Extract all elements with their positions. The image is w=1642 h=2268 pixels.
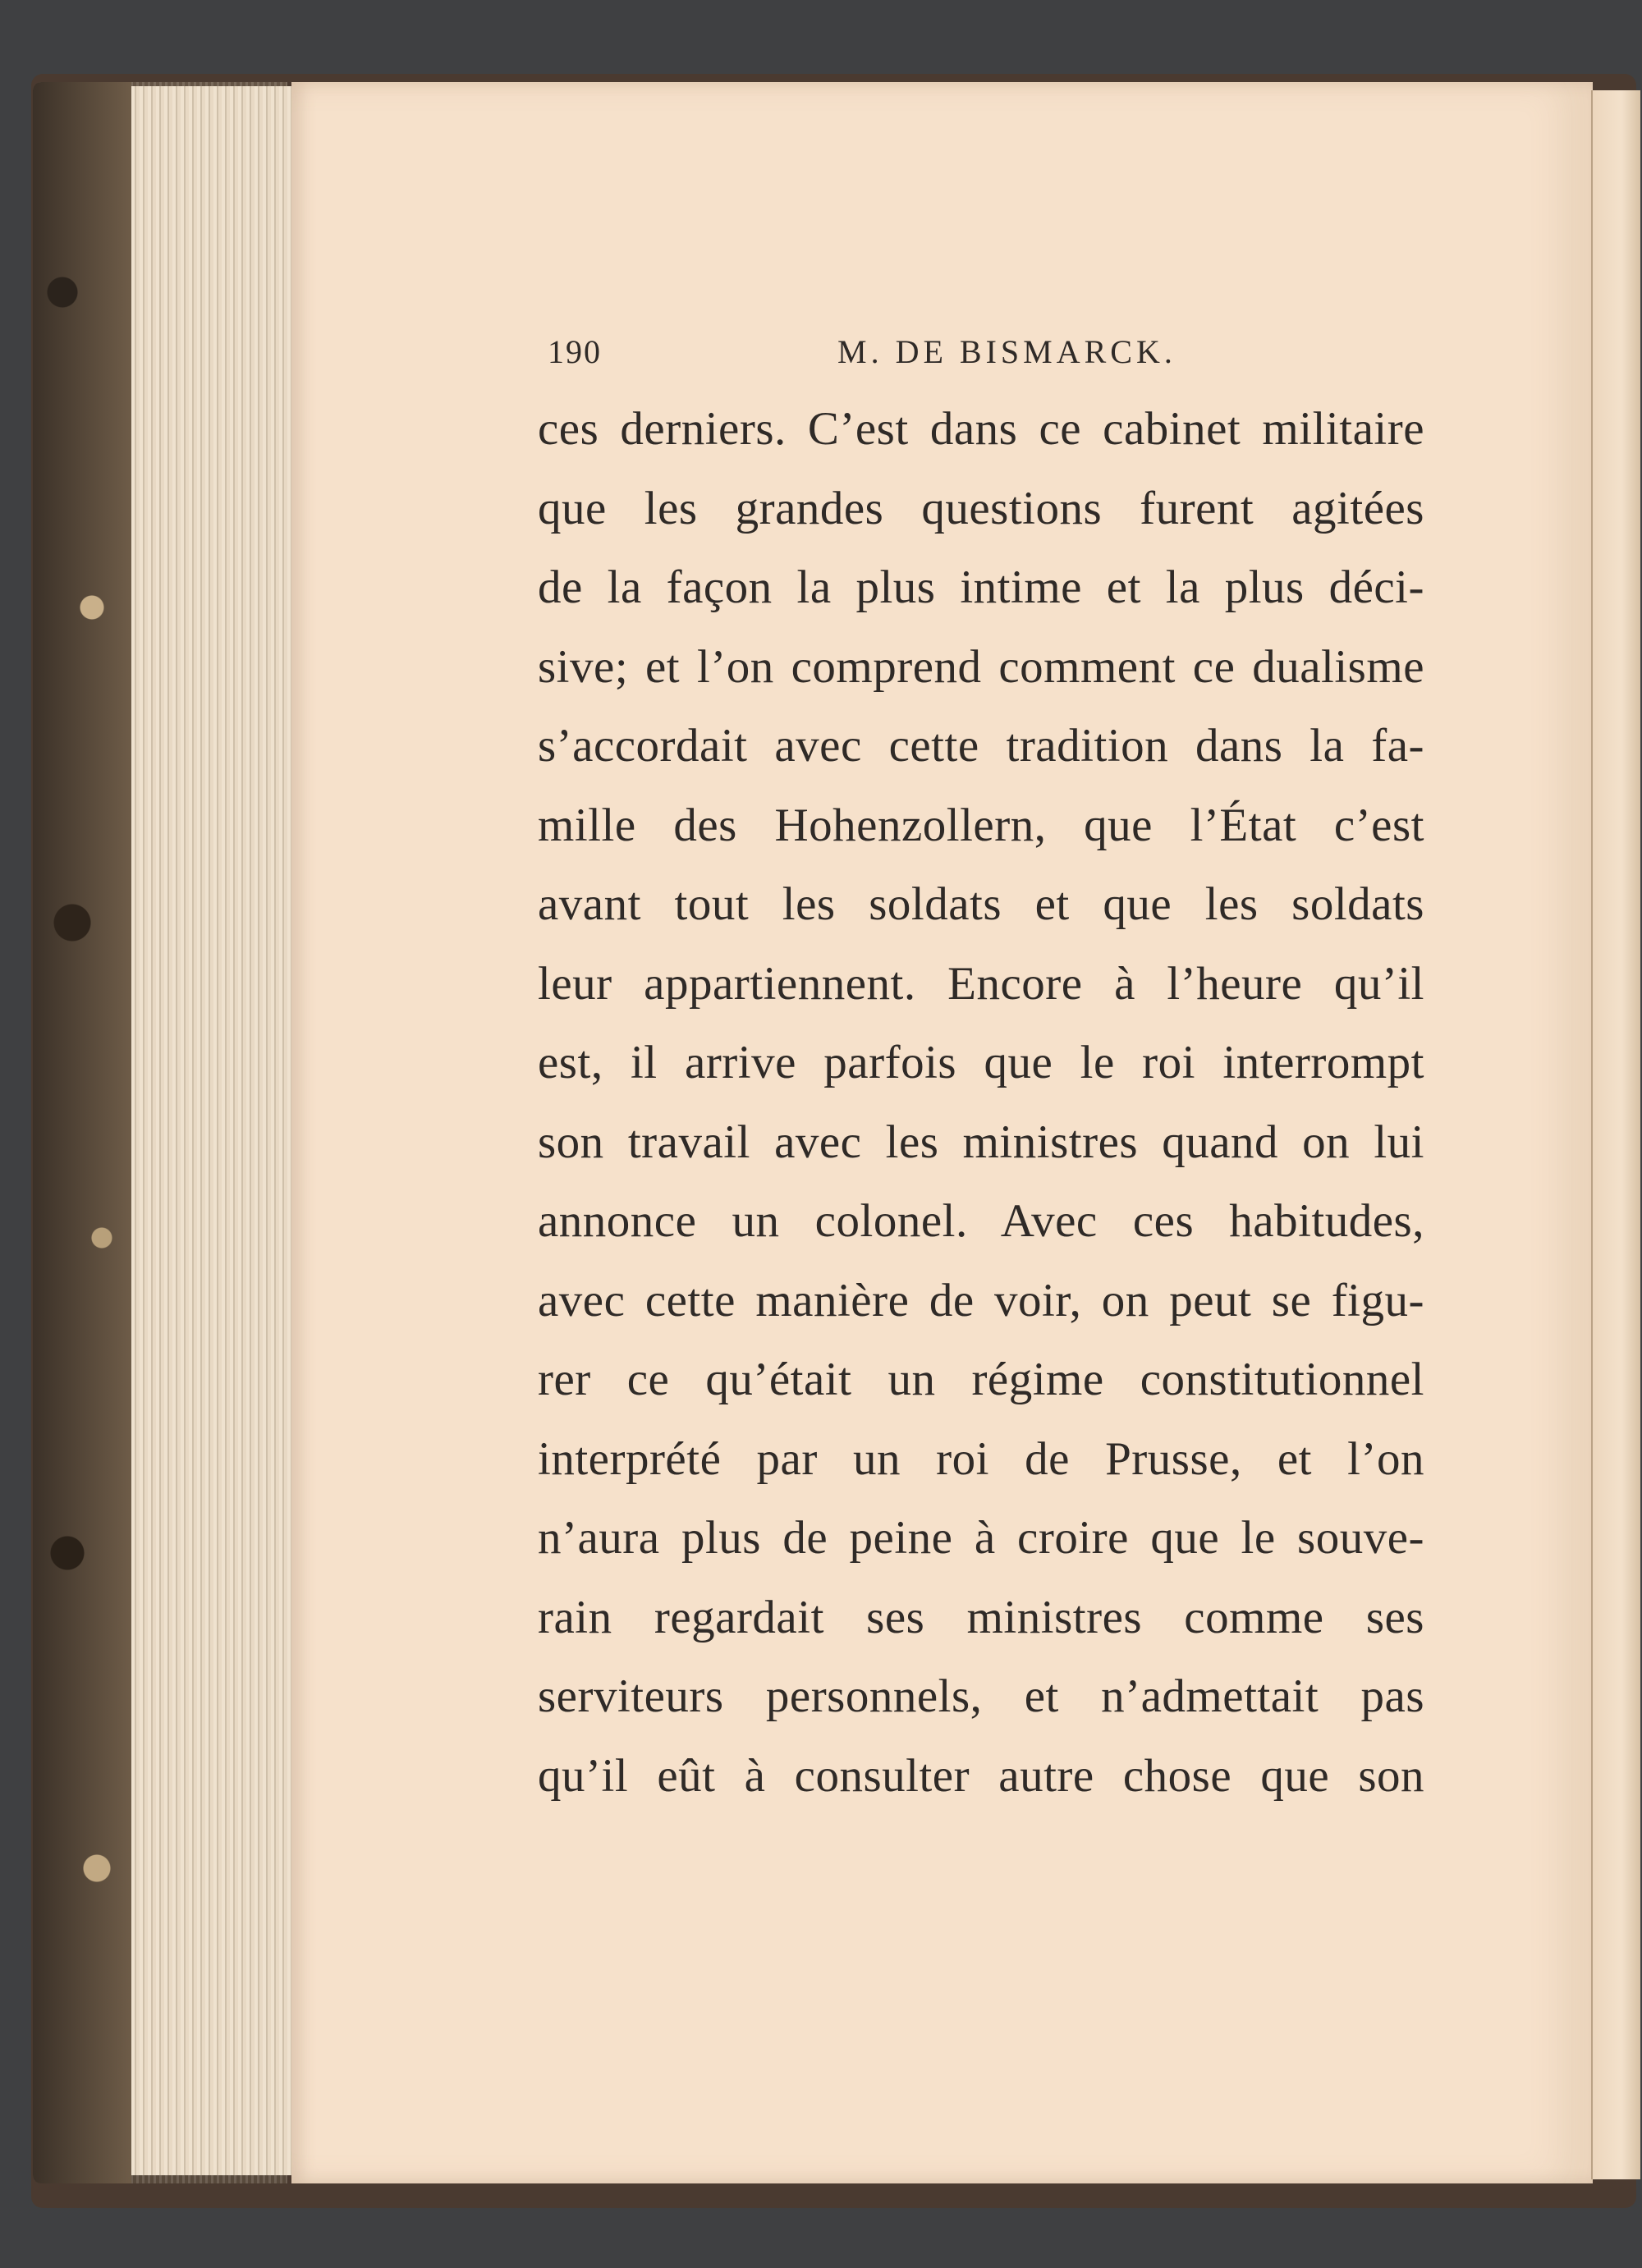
text-line: sive; et l’on comprend comment ce dualisme (538, 640, 1424, 693)
text-line: ces derniers. C’est dans ce cabinet militaire (538, 403, 1424, 455)
marbled-edge (33, 82, 131, 2183)
running-head (538, 324, 1424, 373)
page-content (538, 324, 1424, 1816)
facing-page-edge (1591, 90, 1640, 2179)
text-line: serviteurs personnels, et n’admettait pas (538, 1670, 1424, 1722)
text-line: est, il arrive parfois que le roi interrompt (538, 1037, 1424, 1088)
text-line: de la façon la plus intime et la plus déci- (538, 561, 1424, 613)
text-line: avec cette manière de voir, on peut se figu- (538, 1274, 1424, 1326)
running-title: M. DE BISMARCK. (837, 333, 1176, 370)
text-line: n’aura plus de peine à croire que le souve- (538, 1512, 1424, 1564)
text-line: annonce un colonel. Avec ces habitudes, (538, 1195, 1424, 1247)
text-line: interprété par un roi de Prusse, et l’on (538, 1432, 1424, 1485)
text-line: leur appartiennent. Encore à l’heure qu’il (538, 957, 1424, 1010)
text-line: mille des Hohenzollern, que l’État c’est (538, 799, 1424, 851)
text-line: rer ce qu’était un régime constitutionnel (538, 1354, 1424, 1405)
text-line: qu’il eût à consulter autre chose que son (538, 1749, 1424, 1802)
body-text (538, 390, 1424, 1816)
text-line: rain regardait ses ministres comme ses (538, 1591, 1424, 1643)
page-number: 190 (548, 333, 602, 370)
text-line: son travail avec les ministres quand on lui (538, 1116, 1424, 1168)
text-line: avant tout les soldats et que les soldats (538, 878, 1424, 930)
page-stack (131, 86, 296, 2175)
text-line: s’accordait avec cette tradition dans la fa- (538, 720, 1424, 772)
text-line: que les grandes questions furent agitées (538, 482, 1424, 534)
